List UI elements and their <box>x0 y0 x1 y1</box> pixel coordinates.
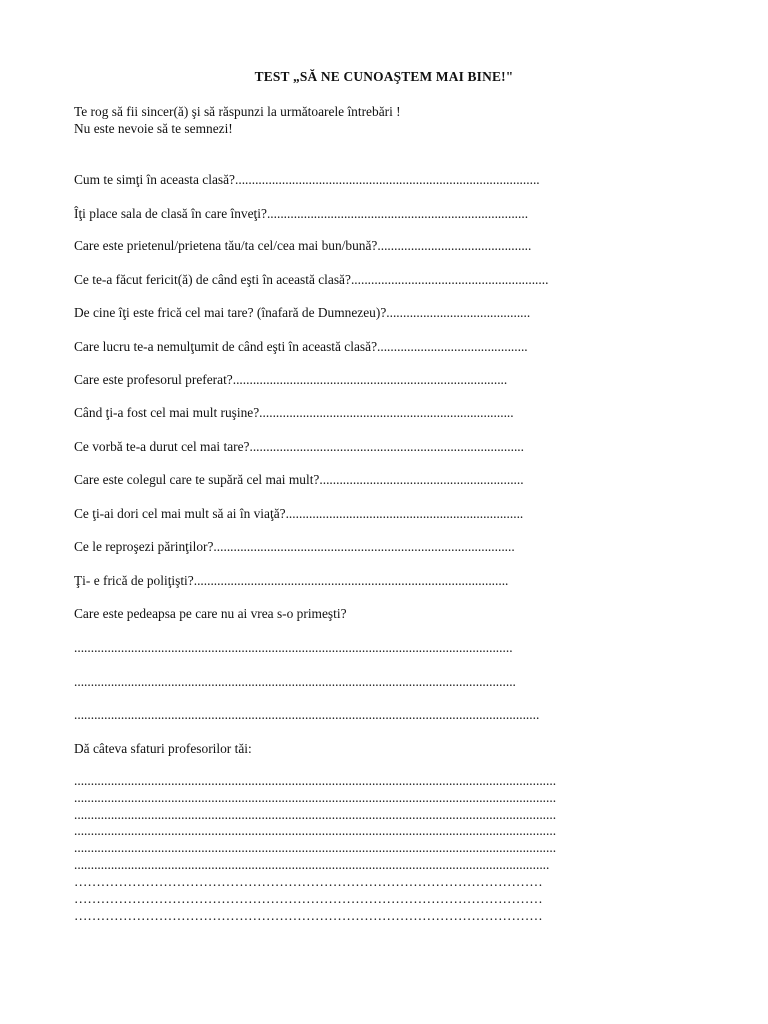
question-8: Când ţi-a fost cel mai mult ruşine?............................................................................ <box>74 405 514 420</box>
question-3: Care este prietenul/prietena tău/ta cel/cea mai bun/bună?.............................................. <box>74 238 532 253</box>
question-14: Care este pedeapsa pe care nu ai vrea s-o primeşti? <box>74 606 347 621</box>
page-title: TEST „SĂ NE CUNOAŞTEM MAI BINE!" <box>254 69 514 84</box>
answer-line[interactable]: ................................................................................................................................... <box>74 640 513 655</box>
advice-line[interactable]: …………………………………………………………………………………………… <box>74 891 543 906</box>
question-13: Ţi- e frică de poliţişti?.............................................................................................. <box>74 573 509 588</box>
question-11: Ce ţi-ai dori cel mai mult să ai în viaţă?....................................................................... <box>74 506 524 521</box>
question-2: Îţi place sala de clasă în care înveţi?.............................................................................. <box>74 206 529 221</box>
question-1: Cum te simţi în aceasta clasă?........................................................................................... <box>74 172 540 187</box>
advice-prompt: Dă câteva sfaturi profesorilor tăi: <box>74 741 252 756</box>
advice-line[interactable]: ................................................................................................................................................ <box>74 840 557 855</box>
question-5: De cine îţi este frică cel mai tare? (înafară de Dumnezeu)?........................................... <box>74 305 531 320</box>
answer-line[interactable]: ........................................................................................................................................... <box>74 707 540 722</box>
advice-line[interactable]: ................................................................................................................................................ <box>74 773 557 788</box>
intro-line-2: Nu este nevoie să te semnezi! <box>74 121 233 136</box>
question-9: Ce vorbă te-a durut cel mai tare?.................................................................................. <box>74 439 524 454</box>
question-10: Care este colegul care te supără cel mai mult?............................................................. <box>74 472 524 487</box>
advice-line[interactable]: …………………………………………………………………………………………… <box>74 874 543 889</box>
advice-line[interactable]: ................................................................................................................................................ <box>74 823 557 838</box>
advice-line[interactable]: .............................................................................................................................................. <box>74 857 550 872</box>
intro-line-1: Te rog să fii sincer(ă) şi să răspunzi la următoarele întrebări ! <box>74 104 401 119</box>
question-12: Ce le reproşezi părinţilor?.......................................................................................... <box>74 539 515 554</box>
question-7: Care este profesorul preferat?.................................................................................. <box>74 372 508 387</box>
advice-line[interactable]: ................................................................................................................................................ <box>74 790 557 805</box>
question-4: Ce te-a făcut fericit(ă) de când eşti în această clasă?........................................................... <box>74 272 549 287</box>
answer-line[interactable]: .................................................................................................................................... <box>74 674 516 689</box>
advice-line[interactable]: ................................................................................................................................................ <box>74 807 557 822</box>
advice-line[interactable]: …………………………………………………………………………………………… <box>74 908 543 923</box>
question-6: Care lucru te-a nemulţumit de când eşti în această clasă?............................................. <box>74 339 528 354</box>
